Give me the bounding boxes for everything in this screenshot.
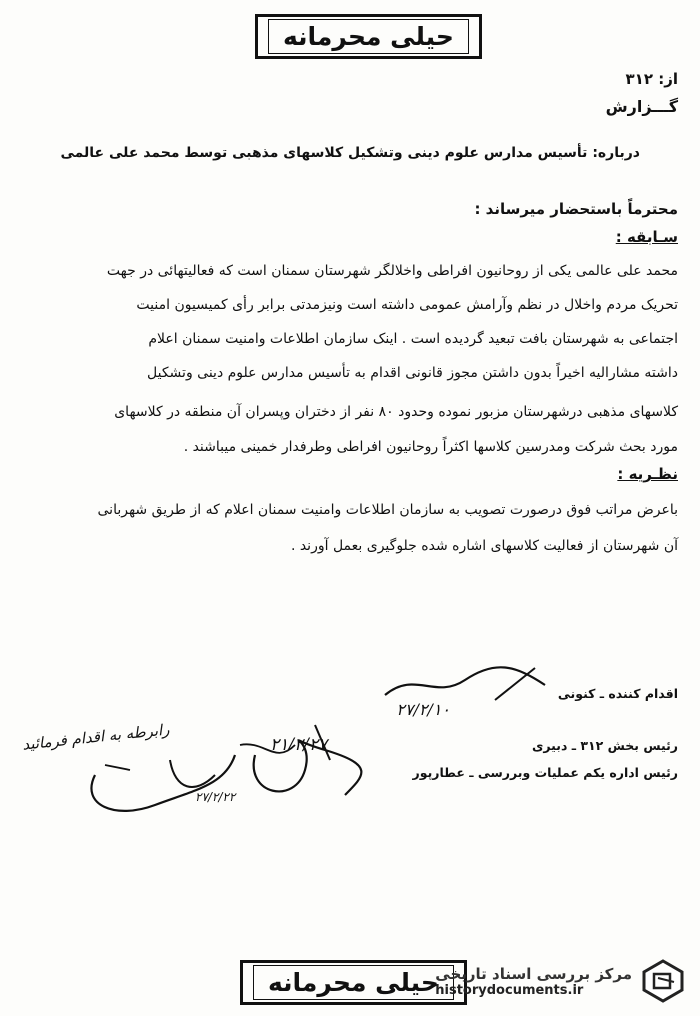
archive-logo-icon: [640, 958, 686, 1004]
salutation: محترماً باستحضار میرساند :: [474, 200, 678, 218]
watermark-text: [435, 965, 632, 998]
from-line: از: ۳۱۲: [625, 70, 678, 88]
watermark: [435, 958, 686, 1004]
subject-line: درباره: تأسیس مدارس علوم دینی وتشکیل کلاسهای مذهبی توسط محمد علی عالمی: [60, 145, 640, 161]
signature-action-line: اقدام کننده ـ کنونی: [557, 686, 678, 701]
handwritten-note-date: ۲۷/۲/۲۲: [195, 790, 236, 804]
stamp-text: حیلی محرمانه: [268, 19, 469, 54]
background-heading: سـابقه :: [615, 228, 678, 246]
handwritten-date: ۲۱/۲/۲۷: [270, 735, 328, 755]
opinion-line-1: باعرض مراتب فوق درصورت تصویب به سازمان اطلاعات وامنیت سمنان اعلام که از طریق شهربانی: [97, 502, 678, 518]
classification-stamp-top: [255, 14, 482, 59]
body-line-1: محمد علی عالمی یکی از روحانیون افراطی واخلالگر شهرستان سمنان است که فعالیتهائی در جهت: [106, 263, 678, 279]
signature-scribble-left: [75, 745, 245, 825]
signature-scribble-top: [375, 660, 555, 710]
watermark-fa: مرکز بررسی اسناد تاریخی: [435, 964, 632, 983]
body-line-6: مورد بحث شرکت ومدرسین کلاسها اکثراً روحانیون افراطی وطرفدار خمینی میباشند .: [183, 439, 678, 455]
handwritten-note: رابرطه به اقدام فرمائید: [21, 720, 171, 754]
opinion-heading: نظـریه :: [617, 465, 678, 483]
signature-scribble-middle: [235, 715, 375, 805]
signature-line-2: رئیس بخش ۳۱۲ ـ دبیری: [531, 738, 678, 753]
signature-action-date: ۲۷/۲/۱۰: [396, 700, 450, 719]
report-label: گـــزارش: [605, 97, 678, 116]
signature-line-3: رئیس اداره یکم عملیات وبررسی ـ عطارپور: [412, 765, 678, 780]
watermark-en: historydocuments.ir: [435, 982, 584, 998]
body-line-5: کلاسهای مذهبی درشهرستان مزبور نموده وحدود ۸۰ نفر از دختران وپسران آن منطقه در کلاسهای: [114, 404, 678, 420]
body-line-4: داشته مشارالیه اخیراً بدون داشتن مجوز قانونی اقدام به تأسیس مدارس علوم دینی وتشکیل: [147, 365, 678, 381]
body-line-2: تحریک مردم واخلال در نظم وآرامش عمومی داشته است ونیزمدتی برابر رأی کمیسیون امنیت: [136, 297, 678, 313]
body-line-3: اجتماعی به شهرستان بافت تبعید گردیده است . اینک سازمان اطلاعات وامنیت سمنان اعلام: [148, 331, 678, 347]
opinion-line-2: آن شهرستان از فعالیت کلاسهای اشاره شده جلوگیری بعمل آورند .: [290, 538, 678, 554]
stamp-text-bottom: حیلی محرمانه: [253, 965, 454, 1000]
classification-stamp-bottom: [240, 960, 467, 1005]
